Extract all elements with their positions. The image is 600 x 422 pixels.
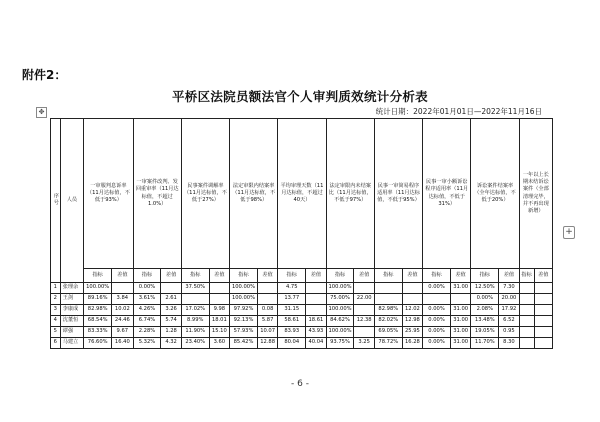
cell-score-value: 31.00 <box>450 327 470 338</box>
cell-index-value <box>519 305 534 316</box>
table-row <box>51 327 553 338</box>
cell-index-value: 75.00% <box>326 294 354 305</box>
cell-index-value <box>519 316 534 327</box>
subheader-index: 指标 <box>326 269 354 283</box>
cell-index-value: 100.00% <box>230 294 258 305</box>
cell-score-value <box>450 294 470 305</box>
cell-index-value: 4.75 <box>278 283 306 294</box>
page-title: 平桥区法院员额法官个人审判质效统计分析表 <box>171 89 428 104</box>
stats-table <box>50 118 553 349</box>
cell-index-value: 84.62% <box>326 316 354 327</box>
cell-score-value <box>534 327 552 338</box>
cell-index-value: 12.50% <box>471 283 499 294</box>
cell-index-value: 3.61% <box>133 294 161 305</box>
table-row <box>51 338 553 349</box>
cell-index-value: 2.28% <box>133 327 161 338</box>
cell-index-value: 89.16% <box>84 294 112 305</box>
cell-score-value: 25.95 <box>402 327 422 338</box>
cell-score-value: 0.95 <box>499 327 519 338</box>
row-person-name: 王剑 <box>60 294 84 305</box>
cell-index-value <box>519 294 534 305</box>
cell-score-value: 5.74 <box>161 316 181 327</box>
header-metric-10: 一年以上长期未结诉讼案件（全部清理完毕，并不再出现新增） <box>519 119 552 269</box>
cell-index-value: 0.00% <box>423 338 451 349</box>
cell-score-value: 31.00 <box>450 338 470 349</box>
cell-score-value: 10.02 <box>112 305 133 316</box>
page-number: - 6 - <box>291 379 309 389</box>
cell-index-value: 92.13% <box>230 316 258 327</box>
cell-score-value: 5.87 <box>257 316 277 327</box>
cell-index-value: 17.02% <box>181 305 209 316</box>
cell-index-value: 58.61 <box>278 316 306 327</box>
cell-score-value: 12.02 <box>402 305 422 316</box>
attachment-label: 附件2： <box>22 68 67 82</box>
cell-index-value: 13.48% <box>471 316 499 327</box>
cell-index-value: 0.00% <box>423 305 451 316</box>
subheader-score: 差值 <box>112 269 133 283</box>
cell-score-value: 3.26 <box>161 305 181 316</box>
subheader-score: 差值 <box>450 269 470 283</box>
cell-index-value <box>423 294 451 305</box>
cell-index-value: 83.33% <box>84 327 112 338</box>
cell-score-value: 12.98 <box>402 316 422 327</box>
cell-index-value <box>519 338 534 349</box>
cell-index-value: 93.75% <box>326 338 354 349</box>
table-row <box>51 305 553 316</box>
cell-index-value: 19.05% <box>471 327 499 338</box>
table-row <box>51 294 553 305</box>
cell-score-value <box>402 283 422 294</box>
row-seq: 2 <box>51 294 61 305</box>
cell-index-value: 57.93% <box>230 327 258 338</box>
cell-index-value: 11.70% <box>471 338 499 349</box>
cell-score-value: 16.40 <box>112 338 133 349</box>
cell-index-value: 6.74% <box>133 316 161 327</box>
subheader-index: 指标 <box>84 269 112 283</box>
cell-index-value <box>181 294 209 305</box>
row-seq: 6 <box>51 338 61 349</box>
cell-score-value: 4.32 <box>161 338 181 349</box>
cell-index-value: 4.26% <box>133 305 161 316</box>
cell-score-value <box>534 316 552 327</box>
subheader-index: 指标 <box>471 269 499 283</box>
cell-index-value: 82.02% <box>374 316 402 327</box>
cell-index-value: 0.00% <box>423 316 451 327</box>
cell-index-value: 80.04 <box>278 338 306 349</box>
cell-score-value: 22.00 <box>354 294 374 305</box>
cell-score-value: 2.61 <box>161 294 181 305</box>
table-move-handle-icon[interactable]: ✥ <box>36 107 47 118</box>
subheader-score: 差值 <box>534 269 552 283</box>
subheader-index: 指标 <box>278 269 306 283</box>
cell-index-value <box>519 283 534 294</box>
cell-index-value: 83.93 <box>278 327 306 338</box>
header-metric-1: 一审服判息诉率（11月达标值，不低于93%） <box>84 119 133 269</box>
subheader-score: 差值 <box>257 269 277 283</box>
cell-score-value: 10.07 <box>257 327 277 338</box>
cell-index-value: 0.00% <box>471 294 499 305</box>
cell-score-value: 9.98 <box>209 305 229 316</box>
cell-index-value <box>374 294 402 305</box>
header-metric-6: 法定审限内未结案比（11月达标值，不低于97%） <box>326 119 374 269</box>
header-person: 人员 <box>60 119 84 283</box>
subheader-index: 指标 <box>181 269 209 283</box>
cell-score-value <box>354 305 374 316</box>
cell-score-value: 9.67 <box>112 327 133 338</box>
cell-score-value: 12.88 <box>257 338 277 349</box>
cell-score-value: 17.92 <box>499 305 519 316</box>
cell-score-value <box>354 327 374 338</box>
cell-score-value: 3.60 <box>209 338 229 349</box>
cell-score-value: 7.30 <box>499 283 519 294</box>
cell-score-value <box>112 283 133 294</box>
cell-score-value: 31.00 <box>450 305 470 316</box>
table-body <box>51 283 553 349</box>
cell-score-value: 16.28 <box>402 338 422 349</box>
subheader-index: 指标 <box>374 269 402 283</box>
cell-score-value: 3.25 <box>354 338 374 349</box>
header-metric-5: 平均审理天数（11月达标值，不超过40天） <box>278 119 326 269</box>
row-person-name: 沈董恒 <box>60 316 84 327</box>
subheader-score: 差值 <box>161 269 181 283</box>
subheader-score: 差值 <box>209 269 229 283</box>
cell-score-value <box>354 283 374 294</box>
cell-index-value: 82.98% <box>84 305 112 316</box>
cell-score-value: 31.00 <box>450 316 470 327</box>
cell-score-value: 8.30 <box>499 338 519 349</box>
row-person-name: 谭强 <box>60 327 84 338</box>
cell-score-value <box>402 294 422 305</box>
cell-index-value: 0.00% <box>423 327 451 338</box>
expand-icon[interactable]: + <box>563 226 575 239</box>
header-metric-9: 诉讼案件结案率（全年达标值，不低于20%） <box>471 119 519 269</box>
cell-index-value: 100.00% <box>326 327 354 338</box>
cell-index-value: 69.05% <box>374 327 402 338</box>
cell-score-value <box>306 294 326 305</box>
cell-score-value <box>534 294 552 305</box>
cell-score-value <box>306 305 326 316</box>
row-person-name: 马建立 <box>60 338 84 349</box>
cell-score-value <box>257 294 277 305</box>
row-seq: 1 <box>51 283 61 294</box>
cell-index-value: 100.00% <box>326 283 354 294</box>
cell-index-value: 100.00% <box>326 305 354 316</box>
cell-index-value: 5.32% <box>133 338 161 349</box>
subheader-score: 差值 <box>354 269 374 283</box>
cell-score-value <box>534 305 552 316</box>
subheader-score: 差值 <box>499 269 519 283</box>
cell-index-value <box>374 283 402 294</box>
subheader-score: 差值 <box>306 269 326 283</box>
cell-index-value <box>519 327 534 338</box>
cell-score-value: 0.08 <box>257 305 277 316</box>
cell-score-value: 3.84 <box>112 294 133 305</box>
cell-index-value: 68.54% <box>84 316 112 327</box>
cell-score-value: 40.04 <box>306 338 326 349</box>
cell-score-value: 24.46 <box>112 316 133 327</box>
subheader-index: 指标 <box>519 269 534 283</box>
cell-score-value: 20.00 <box>499 294 519 305</box>
cell-index-value: 8.99% <box>181 316 209 327</box>
cell-index-value: 0.00% <box>133 283 161 294</box>
cell-index-value: 13.77 <box>278 294 306 305</box>
cell-index-value: 11.90% <box>181 327 209 338</box>
subheader-row <box>51 269 553 283</box>
cell-score-value <box>209 283 229 294</box>
cell-index-value: 2.08% <box>471 305 499 316</box>
header-metric-7: 民事一审简易程序适用率（11月达标值，不低于95%） <box>374 119 422 269</box>
table-row <box>51 316 553 327</box>
cell-score-value <box>161 283 181 294</box>
subheader-index: 指标 <box>230 269 258 283</box>
subheader-index: 指标 <box>423 269 451 283</box>
cell-index-value: 31.15 <box>278 305 306 316</box>
table-row <box>51 283 553 294</box>
stats-period: 统计日期：2022年01月01日—2022年11月16日 <box>375 107 542 116</box>
cell-index-value: 85.42% <box>230 338 258 349</box>
header-metric-4: 法定审限内结案率（11月达标值，不低于98%） <box>230 119 278 269</box>
cell-index-value: 0.00% <box>423 283 451 294</box>
row-seq: 3 <box>51 305 61 316</box>
cell-score-value <box>209 294 229 305</box>
header-seq: 序号 <box>51 119 61 283</box>
cell-score-value <box>534 283 552 294</box>
row-person-name: 张理余 <box>60 283 84 294</box>
row-person-name: 李康成 <box>60 305 84 316</box>
cell-score-value: 31.00 <box>450 283 470 294</box>
cell-index-value: 82.98% <box>374 305 402 316</box>
cell-score-value: 18.01 <box>209 316 229 327</box>
cell-index-value: 100.00% <box>230 283 258 294</box>
cell-score-value: 18.61 <box>306 316 326 327</box>
header-metric-2: 一审案件改判、发回重审率（11月达标值，不超过1.0%） <box>133 119 181 269</box>
header-metric-3: 民事案件调解率（11月达标值，不低于27%） <box>181 119 229 269</box>
cell-index-value: 23.40% <box>181 338 209 349</box>
cell-score-value: 1.28 <box>161 327 181 338</box>
cell-score-value: 6.52 <box>499 316 519 327</box>
cell-index-value: 37.50% <box>181 283 209 294</box>
row-seq: 4 <box>51 316 61 327</box>
cell-index-value: 100.00% <box>84 283 112 294</box>
cell-score-value <box>534 338 552 349</box>
cell-score-value: 12.38 <box>354 316 374 327</box>
cell-score-value <box>306 283 326 294</box>
subheader-index: 指标 <box>133 269 161 283</box>
cell-index-value: 78.72% <box>374 338 402 349</box>
subheader-score: 差值 <box>402 269 422 283</box>
cell-index-value: 97.92% <box>230 305 258 316</box>
cell-score-value <box>257 283 277 294</box>
cell-score-value: 15.10 <box>209 327 229 338</box>
row-seq: 5 <box>51 327 61 338</box>
cell-score-value: 43.93 <box>306 327 326 338</box>
cell-index-value: 76.60% <box>84 338 112 349</box>
header-metric-8: 民事一审小额诉讼程序适用率（11月达标值，不低于31%） <box>423 119 471 269</box>
